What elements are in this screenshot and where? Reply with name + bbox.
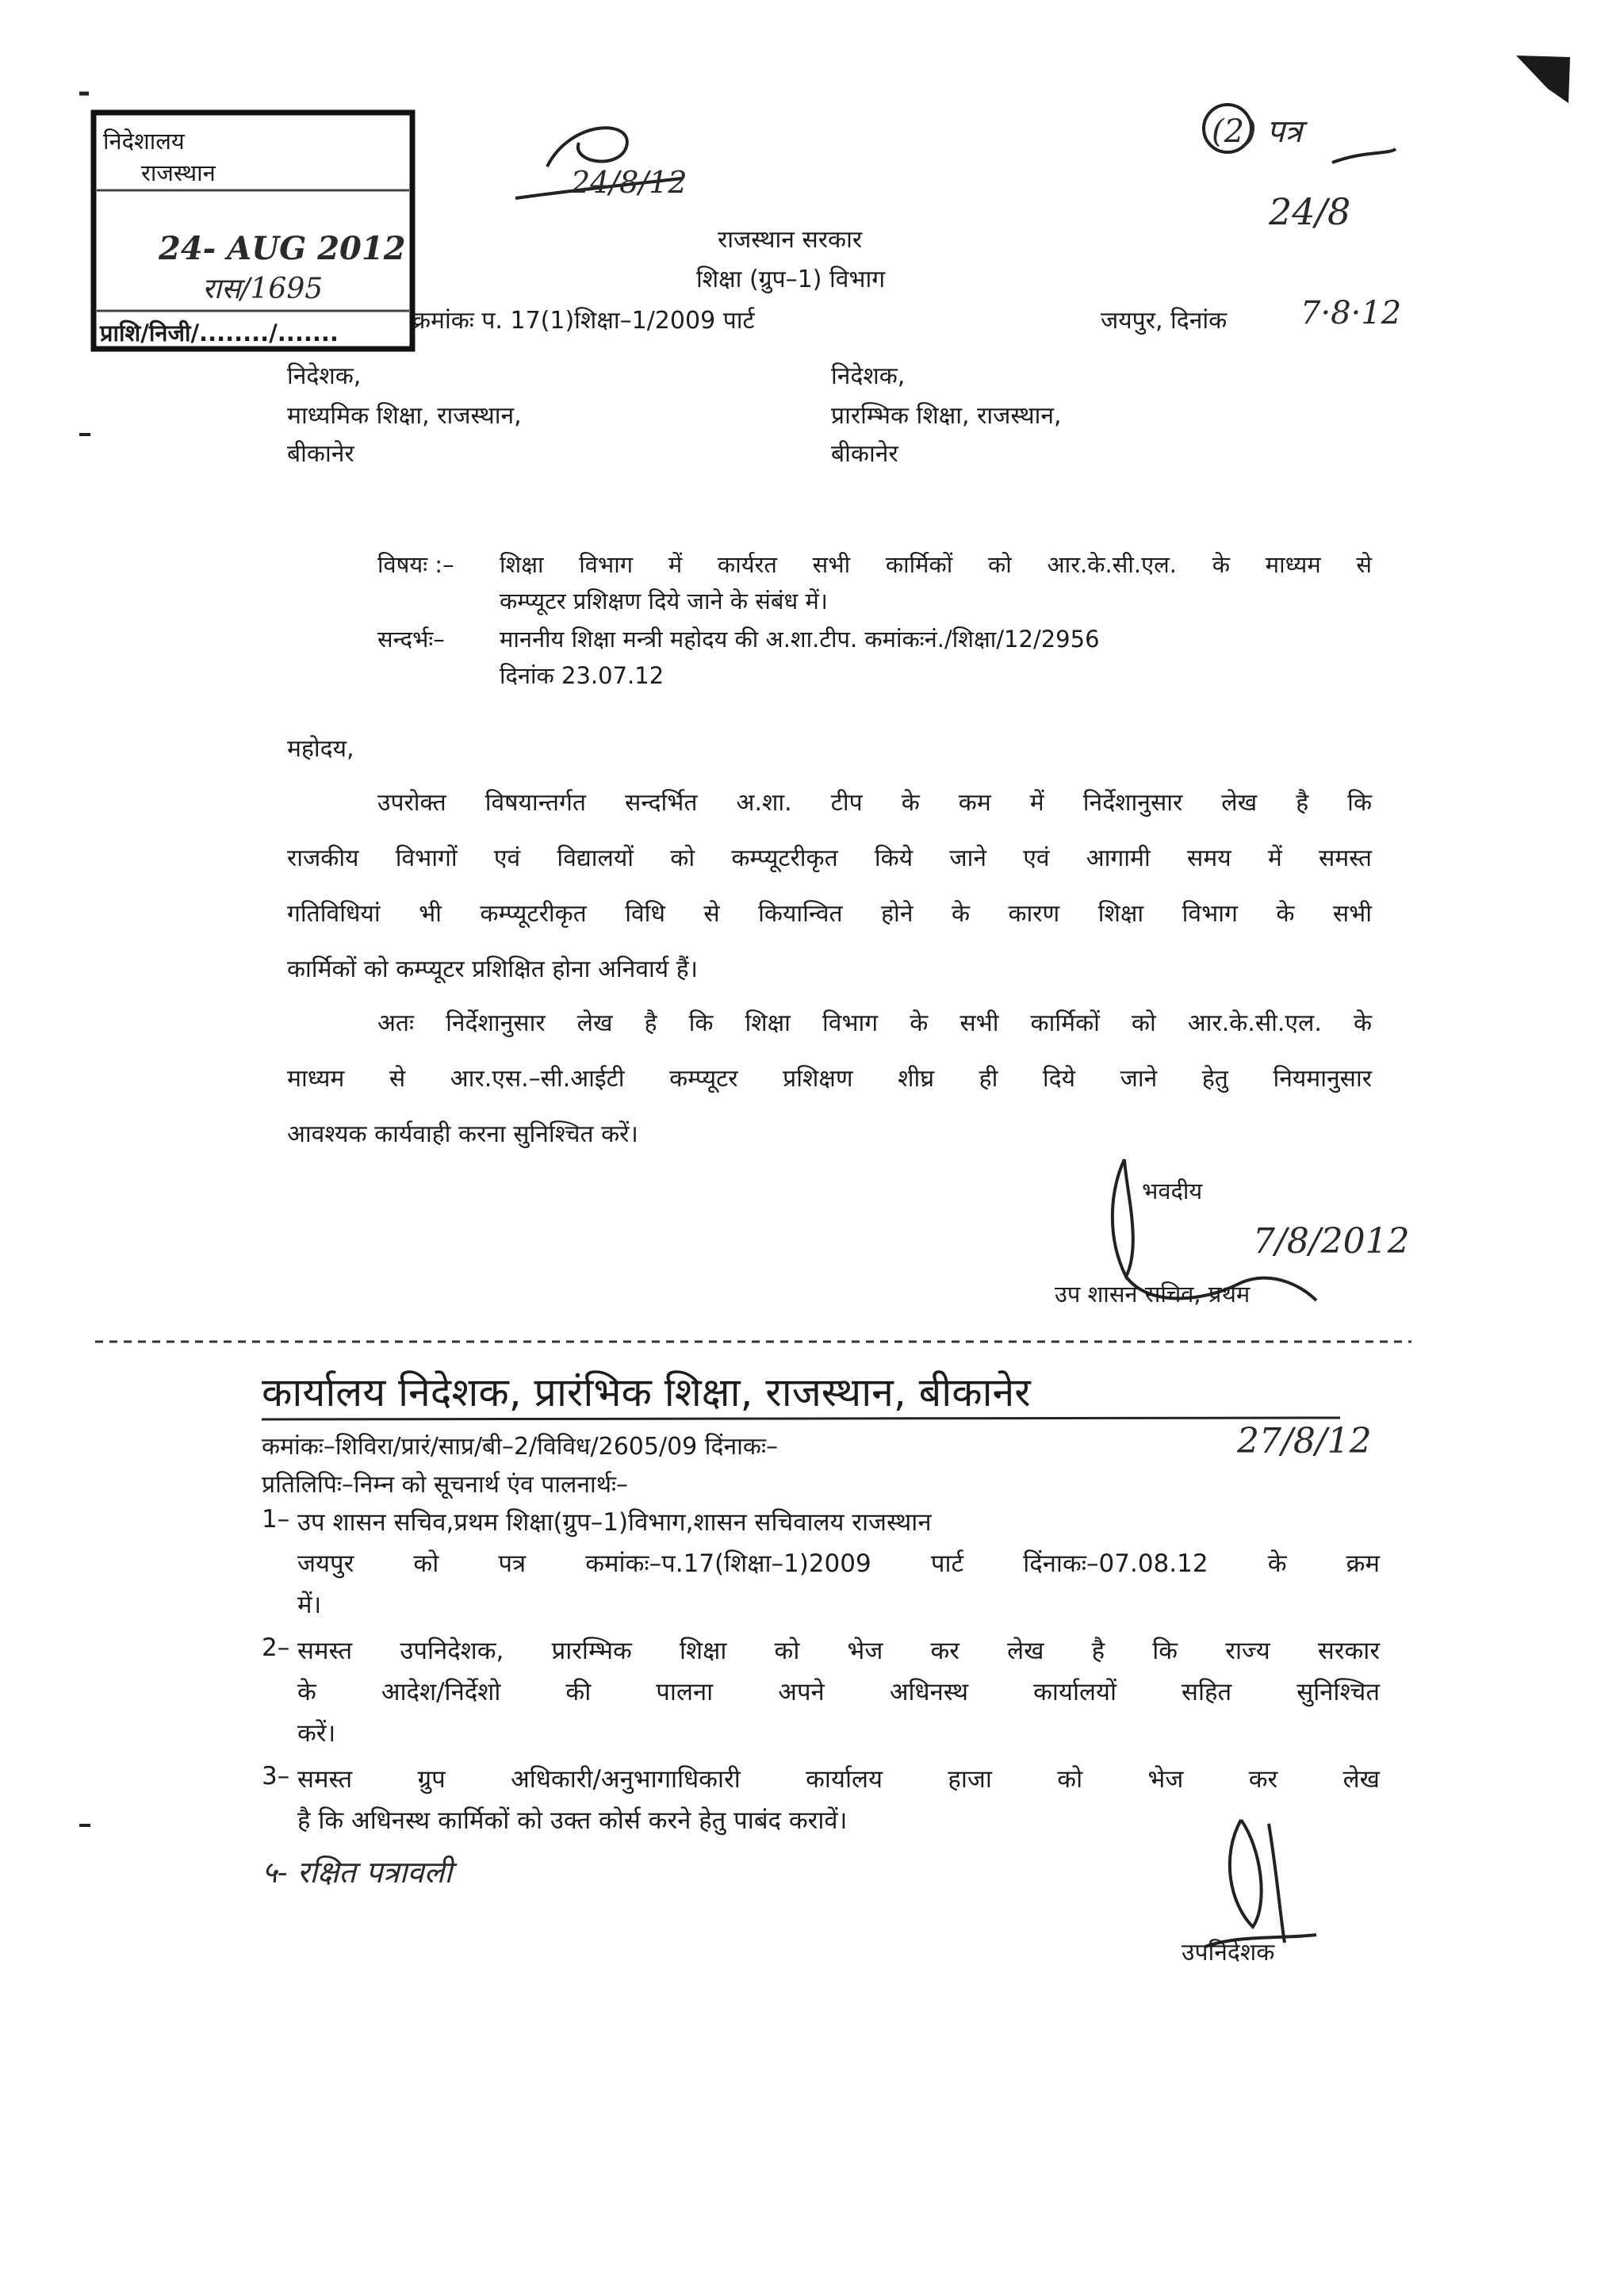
endorsement-date: 27/8/12 bbox=[1237, 1421, 1372, 1461]
stamp-line-1: निदेशालय bbox=[103, 128, 185, 155]
body-line: आवश्यक कार्यवाही करना सुनिश्चित करें। bbox=[287, 1120, 638, 1148]
copy-item-line: करें। bbox=[297, 1719, 336, 1748]
copy-label: प्रतिलिपिः–निम्न को सूचनार्थ एंव पालनार्थः– bbox=[262, 1471, 629, 1499]
copy-item-line: में। bbox=[297, 1591, 322, 1619]
copy-item-4: ५- रक्षित पत्रावली bbox=[262, 1855, 453, 1890]
copy-item-number: 2– bbox=[262, 1633, 290, 1662]
salutation: महोदय, bbox=[287, 735, 354, 763]
top-right-mark-2: 24/8 bbox=[1269, 190, 1351, 233]
top-right-mark-1: (2) पत्र bbox=[1212, 113, 1303, 150]
copy-item-line: के आदेश/निर्देशो की पालना अपने अधिनस्थ कार्यालयों सहित सुनिश्चित bbox=[297, 1678, 1380, 1706]
copy-item-line: जयपुर को पत्र कमांकः–प.17(शिक्षा–1)2009 पार्ट दिंनाकः–07.08.12 के क्रम bbox=[297, 1549, 1380, 1578]
body-line: राजकीय विभागों एवं विद्यालयों को कम्प्यूटरीकृत किये जाने एवं आगामी समय में समस्त bbox=[287, 844, 1372, 872]
copy-item-line: समस्त उपनिदेशक, प्रारम्भिक शिक्षा को भेज कर लेख है कि राज्य सरकार bbox=[297, 1637, 1380, 1665]
body-line: माध्यम से आर.एस.–सी.आईटी कम्प्यूटर प्रशिक्षण शीघ्र ही दिये जाने हेतु नियमानुसार bbox=[287, 1065, 1372, 1093]
recipient-right-line: निदेशक, bbox=[831, 362, 906, 390]
body-line: उपरोक्त विषयान्तर्गत सन्दर्भित अ.शा. टीप के कम में निर्देशानुसार लेख है कि bbox=[377, 789, 1372, 817]
stamp-number: रास/1695 bbox=[202, 273, 324, 305]
copy-item-line: समस्त ग्रुप अधिकारी/अनुभागाधिकारी कार्यालय हाजा को भेज कर लेख bbox=[297, 1765, 1380, 1794]
reference-line: दिनांक 23.07.12 bbox=[500, 662, 665, 689]
reference-label: सन्दर्भः– bbox=[377, 626, 445, 653]
stamp-line-2: राजस्थान bbox=[141, 159, 216, 186]
recipient-right-line: बीकानेर bbox=[831, 440, 898, 468]
endorsement-number: कमांकः–शिविरा/प्रारं/साप्र/बी–2/विविध/2605/09 दिंनाकः– bbox=[262, 1433, 778, 1461]
copy-item-number: 3– bbox=[262, 1762, 290, 1790]
top-initial: 24/8/12 bbox=[571, 165, 688, 200]
closing: भवदीय bbox=[1142, 1178, 1203, 1204]
department-name: शिक्षा (ग्रुप–1) विभाग bbox=[696, 266, 886, 293]
subject-line: कम्प्यूटर प्रशिक्षण दिये जाने के संबंध में। bbox=[500, 588, 828, 615]
stamp-bottom: प्राशि/निजी/......../....... bbox=[100, 320, 339, 347]
copy-item-number: 1– bbox=[262, 1505, 290, 1534]
body-line: गतिविधियां भी कम्प्यूटरीकृत विधि से कियान्वित होने के कारण शिक्षा विभाग के सभी bbox=[287, 900, 1372, 928]
body-line: अतः निर्देशानुसार लेख है कि शिक्षा विभाग के सभी कार्मिकों को आर.के.सी.एल. के bbox=[377, 1009, 1372, 1037]
designation: उप शासन सचिव, प्रथम bbox=[1055, 1281, 1251, 1308]
subject-label: विषयः :– bbox=[377, 551, 454, 578]
copy-item-line: उप शासन सचिव,प्रथम शिक्षा(ग्रुप–1)विभाग,शासन सचिवालय राजस्थान bbox=[297, 1508, 932, 1537]
signature-2 bbox=[1205, 1820, 1316, 1947]
recipient-left-line: निदेशक, bbox=[287, 362, 362, 390]
signatory-designation: उपनिदेशक bbox=[1182, 1939, 1275, 1967]
stamp-date: 24- AUG 2012 bbox=[159, 230, 406, 267]
copy-item-line: है कि अधिनस्थ कार्मिकों को उक्त कोर्स करने हेतु पाबंद करावें। bbox=[297, 1806, 848, 1835]
corner-mark bbox=[1516, 56, 1570, 103]
letter-date: 7·8·12 bbox=[1300, 295, 1402, 331]
recipient-left-line: माध्यमिक शिक्षा, राजस्थान, bbox=[287, 402, 522, 430]
signature-date: 7/8/2012 bbox=[1253, 1221, 1410, 1262]
place-date-label: जयपुर, दिनांक bbox=[1101, 307, 1228, 335]
recipient-left-line: बीकानेर bbox=[287, 440, 354, 468]
office-heading: कार्यालय निदेशक, प्रारंभिक शिक्षा, राजस्थान, बीकानेर bbox=[262, 1369, 1031, 1415]
recipient-right-line: प्रारम्भिक शिक्षा, राजस्थान, bbox=[831, 402, 1062, 430]
body-line: कार्मिकों को कम्प्यूटर प्रशिक्षित होना अनिवार्य हैं। bbox=[287, 956, 699, 983]
government-name: राजस्थान सरकार bbox=[718, 226, 863, 254]
reference-line: माननीय शिक्षा मन्त्री महोदय की अ.शा.टीप. कमांकःनं./शिक्षा/12/2956 bbox=[500, 626, 1100, 653]
reference-number: क्रमांकः प. 17(1)शिक्षा–1/2009 पार्ट bbox=[412, 307, 755, 335]
subject-line: शिक्षा विभाग में कार्यरत सभी कार्मिकों को आर.के.सी.एल. के माध्यम से bbox=[500, 551, 1372, 578]
